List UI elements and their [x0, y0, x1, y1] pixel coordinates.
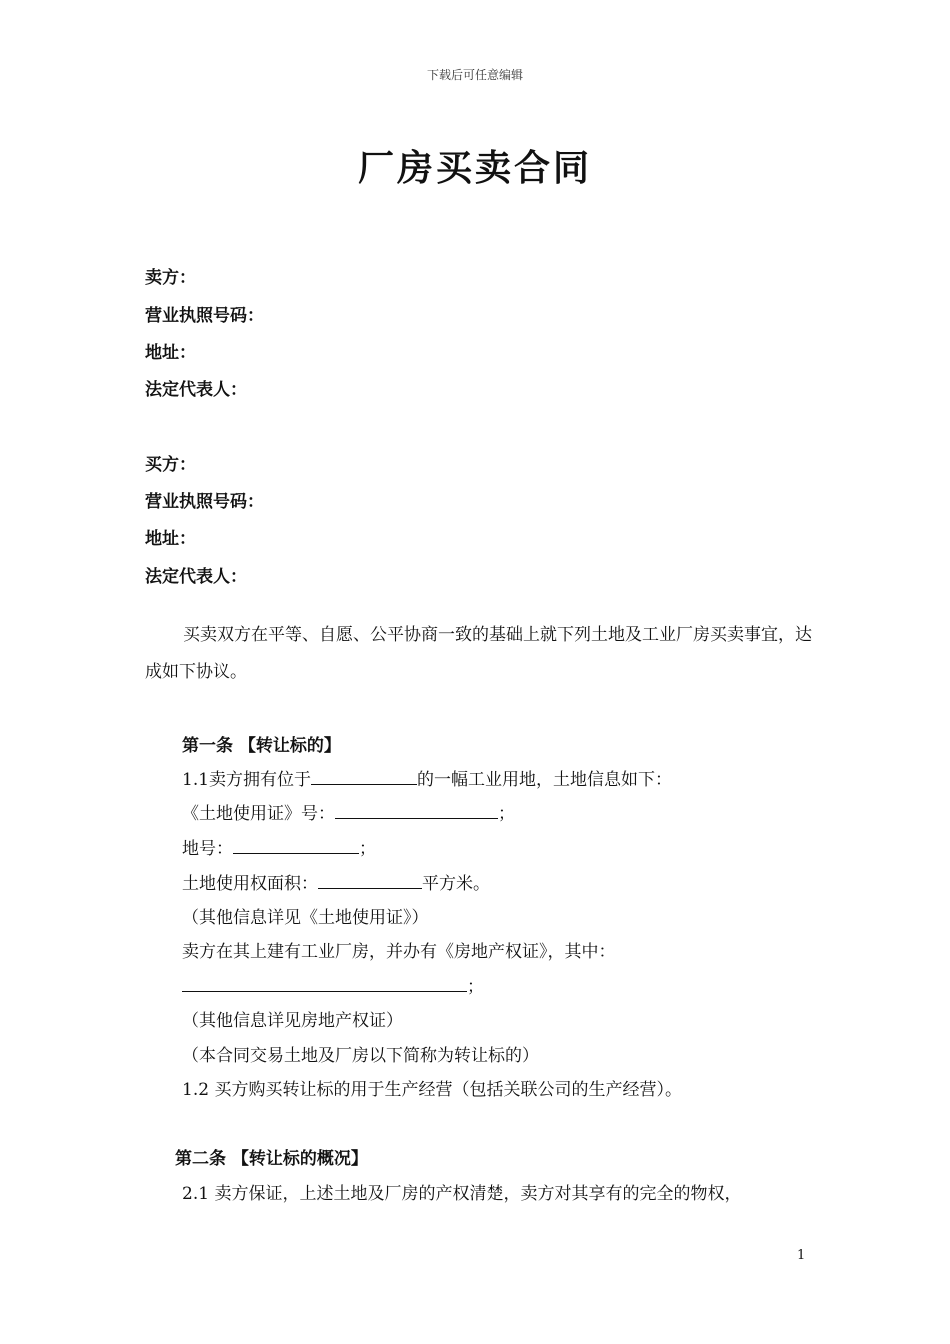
article-2-heading: 第二条 【转让标的概况】 [175, 1149, 368, 1169]
seller-label: 卖方： [145, 268, 196, 288]
article-1-line-4: 土地使用权面积： 平方米。 [182, 874, 490, 894]
buyer-rep-label: 法定代表人： [145, 567, 247, 587]
seller-address-label: 地址： [145, 343, 196, 363]
buyer-label: 买方： [145, 455, 196, 475]
header-note: 下载后可任意编辑 [426, 68, 523, 82]
article-2-line-1: 2.1 卖方保证，上述土地及厂房的产权清楚，卖方对其享有的完全的物权， [182, 1184, 742, 1204]
area-blank [318, 872, 422, 889]
article-1-line-2: 《土地使用证》号： ； [182, 804, 515, 824]
article-1-line-8: （其他信息详见房地产权证） [182, 1011, 403, 1031]
article-1-line-1: 1.1卖方拥有位于 的一幅工业用地，土地信息如下： [182, 770, 673, 790]
intro-paragraph: 买卖双方在平等、自愿、公平协商一致的基础上就下列土地及工业厂房买卖事宜，达成如下协议。 [145, 625, 812, 682]
article-1-line-3: 地号： ； [182, 839, 376, 859]
article-1-line-10: 1.2 买方购买转让标的用于生产经营（包括关联公司的生产经营）。 [182, 1080, 682, 1100]
buyer-license-label: 营业执照号码： [145, 492, 264, 512]
property-certificate-blank [182, 975, 467, 992]
article-1-heading: 第一条 【转让标的】 [182, 736, 341, 756]
buyer-address-label: 地址： [145, 529, 196, 549]
plot-number-blank [233, 837, 359, 854]
page-number: 1 [797, 1248, 806, 1263]
article-1-line-9: （本合同交易土地及厂房以下简称为转让标的） [182, 1046, 539, 1066]
article-1-line-6: 卖方在其上建有工业厂房，并办有《房地产权证》，其中： [182, 942, 616, 962]
location-blank [311, 768, 417, 785]
document-title: 厂房买卖合同 [357, 148, 592, 189]
land-certificate-blank [335, 802, 498, 819]
seller-license-label: 营业执照号码： [145, 306, 264, 326]
seller-rep-label: 法定代表人： [145, 380, 247, 400]
article-1-line-5: （其他信息详见《土地使用证》） [182, 908, 429, 928]
article-1-line-7: ； [182, 972, 484, 997]
